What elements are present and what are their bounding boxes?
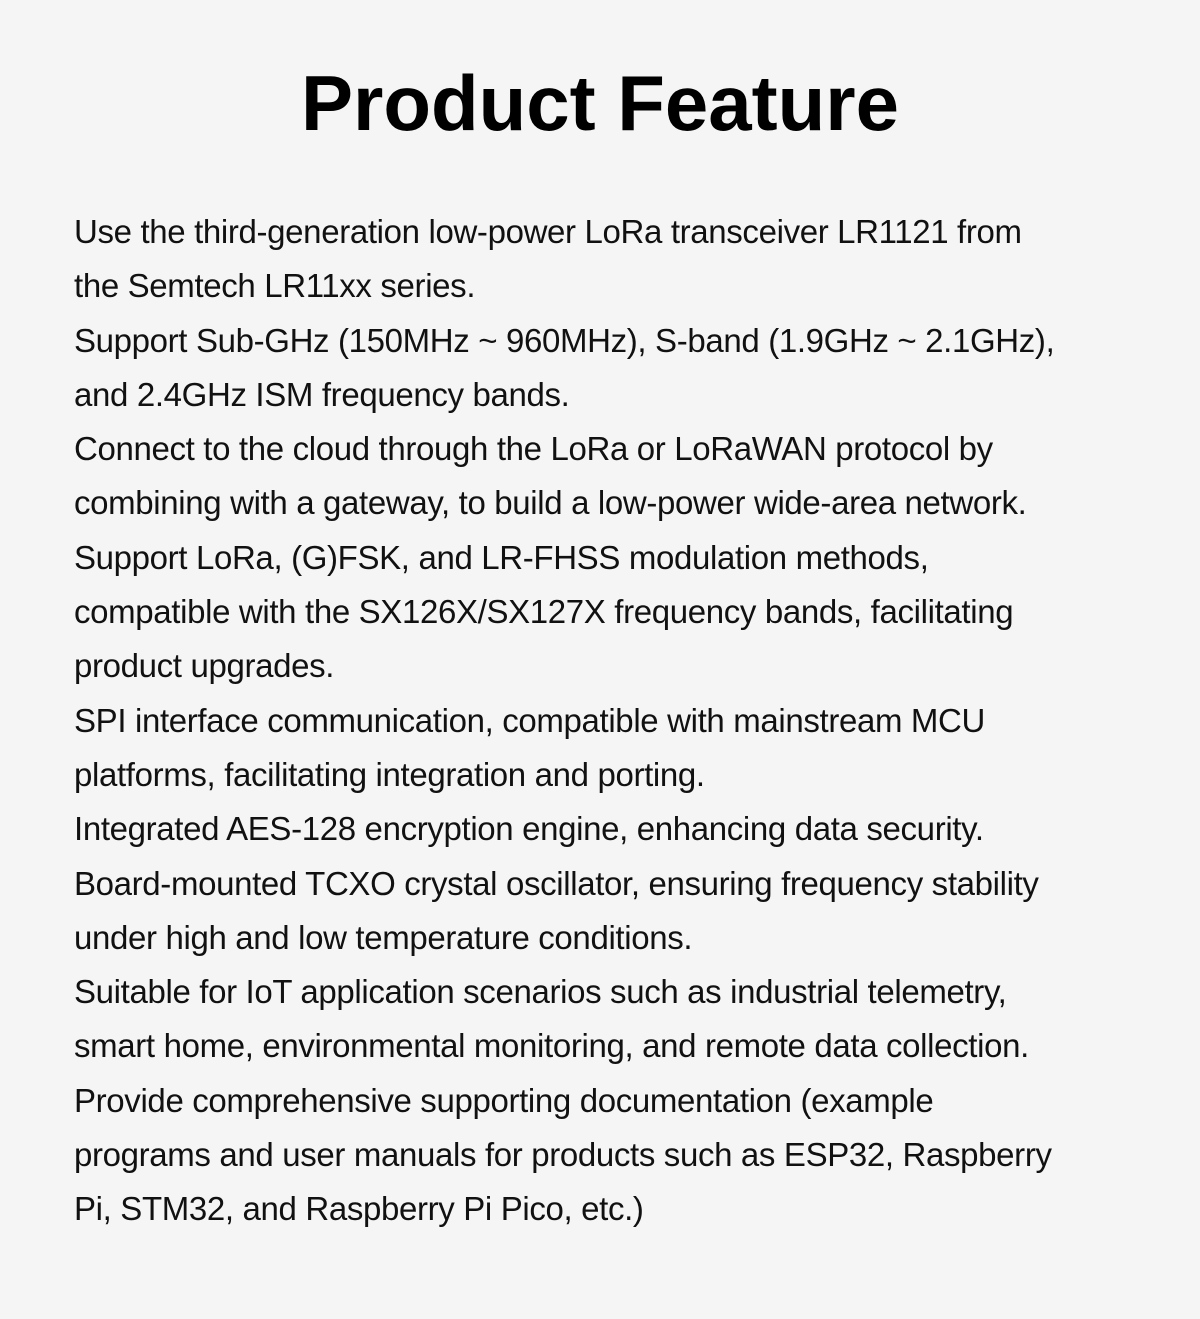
feature-line: under high and low temperature conditions.: [74, 918, 693, 956]
feature-item-lr1121: [74, 205, 1154, 314]
feature-list: [74, 205, 1154, 1237]
feature-item-documentation: [74, 1074, 1154, 1237]
feature-line: the Semtech LR11xx series.: [74, 267, 476, 305]
feature-line: Integrated AES-128 encryption engine, enhancing data security.: [74, 810, 984, 848]
feature-item-frequency-bands: [74, 314, 1154, 423]
feature-line: Support Sub-GHz (150MHz ~ 960MHz), S-band (1.9GHz ~ 2.1GHz),: [74, 321, 1055, 359]
feature-line: compatible with the SX126X/SX127X frequency bands, facilitating: [74, 593, 1014, 631]
feature-line: Connect to the cloud through the LoRa or LoRaWAN protocol by: [74, 430, 993, 468]
feature-item-iot-scenarios: [74, 965, 1154, 1074]
feature-line: combining with a gateway, to build a low-power wide-area network.: [74, 484, 1027, 522]
feature-item-modulation: [74, 531, 1154, 694]
feature-line: Pi, STM32, and Raspberry Pi Pico, etc.): [74, 1190, 644, 1228]
feature-item-tcxo: [74, 857, 1154, 966]
feature-line: Board-mounted TCXO crystal oscillator, ensuring frequency stability: [74, 864, 1039, 902]
feature-line: Provide comprehensive supporting documentation (example: [74, 1081, 934, 1119]
feature-line: product upgrades.: [74, 647, 335, 685]
feature-item-cloud-connection: [74, 422, 1154, 531]
feature-item-encryption: [74, 802, 1154, 856]
feature-line: programs and user manuals for products such as ESP32, Raspberry: [74, 1136, 1052, 1174]
feature-line: Use the third-generation low-power LoRa transceiver LR1121 from: [74, 213, 1022, 250]
feature-line: Suitable for IoT application scenarios such as industrial telemetry,: [74, 973, 1007, 1011]
feature-line: and 2.4GHz ISM frequency bands.: [74, 375, 570, 413]
feature-line: Support LoRa, (G)FSK, and LR-FHSS modulation methods,: [74, 538, 929, 576]
feature-line: SPI interface communication, compatible with mainstream MCU: [74, 701, 986, 739]
feature-line: platforms, facilitating integration and porting.: [74, 755, 705, 793]
feature-item-spi-interface: [74, 694, 1154, 803]
feature-line: smart home, environmental monitoring, and remote data collection.: [74, 1027, 1029, 1065]
page-title: Product Feature: [300, 59, 900, 147]
